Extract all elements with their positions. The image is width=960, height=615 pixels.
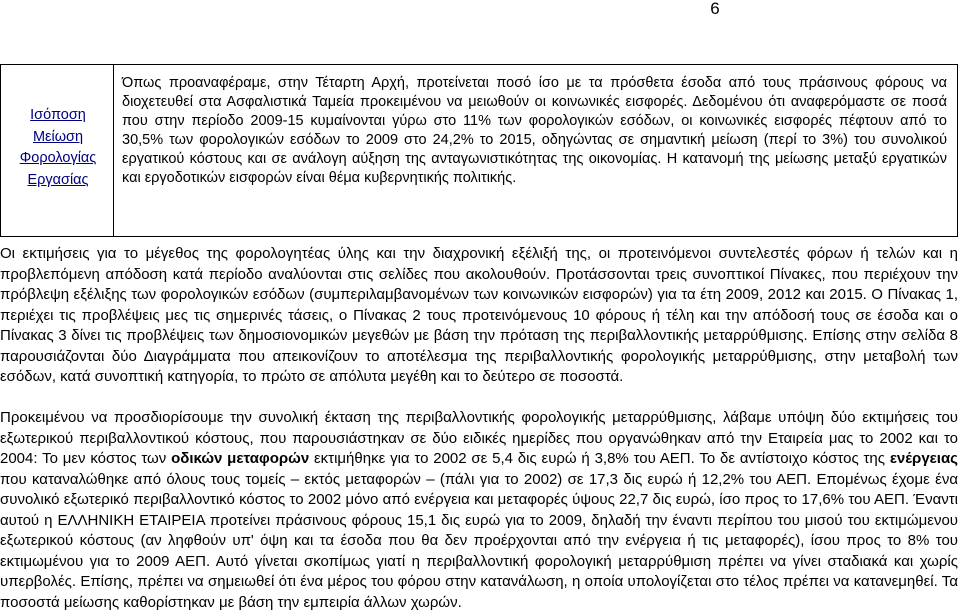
sidebar-title-line: Εργασίας [27,171,89,188]
boxed-paragraph-text: Όπως προαναφέραμε, στην Τέταρτη Αρχή, προτείνεται ποσό ίσο με τα πρόσθετα έσοδα από τους πράσινους φόρους να διοχετευθεί στα Ασφαλιστικά Ταμεία προκειμένου να μειωθούν οι κοινωνικές εισφορές. Δεδομένου ότι αναφερόμαστε σε ποσά που στην περίοδο 2009-15 κυμαίνονται γύρω στο 11% των φορολογικών εσόδων, οι κοινωνικές εισφορές πέφτουν από το 30,5% των φορολογικών εσόδων το 2009 στο 24,2% το 2015, οδηγώντας σε σημαντική μείωση (περί το 3%) του συνολικού εργατικού κόστους και σε ανάλογη αύξηση της ανταγωνιστικότητας της οικονομίας. Η κατανομή της μείωσης μεταξύ εργατικών και εργοδοτικών εισφορών είναι θέμα κυβερνητικής πολιτικής. [122,75,947,186]
sidebar-title-line: Ισόποση [30,107,86,123]
paragraph-text: Προκειμένου να προσδιορίσουμε την συνολική έκταση της περιβαλλοντικής φορολογικής μεταρρύθμισης, λάβαμε υπόψη δύο εκτιμήσεις του εξωτερικού περιβαλλοντικού κόστους, που παρουσιάστηκαν σε δύο ειδικές ημερίδες που οργανώθηκαν από την Εταιρεία μας το 2002 και το 2004: Το μεν κόστος των [0,409,958,467]
paragraph-text: εκτιμήθηκε για το 2002 σε 5,4 δις ευρώ ή 3,8% του ΑΕΠ. Το δε αντίστοιχο κόστος της [309,450,890,467]
sidebar-title [11,105,105,191]
sidebar-box [0,64,113,237]
sidebar-title-line: Φορολογίας [19,150,97,166]
bold-energy: ενέργειας [889,450,958,467]
paragraph-text: που καταναλώθηκε από όλους τους τομείς – εκτός μεταφορών – (πάλι για το 2002) σε 17,3 δις ευρώ ή 12,2% του ΑΕΠ. Επομένως έχομε ένα συνολικό εξωτερικό περιβαλλοντικό κόστος το 2002 μόνο από ενέργεια και μεταφορές ύψους 22,7 δις ευρώ, ίσο προς το 17,6% του ΑΕΠ. Έναντι αυτού η ΕΛΛΗΝΙΚΗ ΕΤΑΙΡΕΙΑ προτείνει πράσινους φόρους 15,1 δις ευρώ για το 2009, δηλαδή την έναντι περίπου του μισού του εκτιμώμενου εξωτερικού κόστους (αν ληφθούν υπ' όψη και τα έσοδα που θα δεν προέρχονται από την ενέργεια ή τις μεταφορές), ίσου προς το 8% του εκτιμωμένου για το 2009 ΑΕΠ. Αυτό γίνεται σκοπίμως γιατί η περιβαλλοντική φορολογική μεταρρύθμιση πρέπει να γίνει σταδιακά και χωρίς υπερβολές. Επίσης, πρέπει να σημειωθεί ότι ένα μέρος του φόρου στην κατανάλωση, η οποία υπολογίζεται στο τέλος πρέπει να κατανεμηθεί. Τα ποσοστά μείωσης καθορίστηκαν με βάση την εμπειρία άλλων χωρών. [0,470,958,611]
paragraph-environmental-cost [0,408,958,613]
sidebar-title-line: Μείωση [32,128,84,145]
boxed-paragraph [113,64,958,237]
bold-road-transport: οδικών μεταφορών [171,450,310,467]
paragraph-tables-overview: Οι εκτιμήσεις για το μέγεθος της φορολογητέας ύλης και την διαχρονική εξέλιξή της, οι προτεινόμενοι συντελεστές φόρων ή τελών και η προβλεπόμενη απόδοση κατά περίοδο αναλύονται στις σελίδες που ακολουθούν. Προτάσσονται τρεις συνοπτικοί Πίνακες, που περιέχουν την πρόβλεψη εξέλιξης των φορολογικών εσόδων (συμπεριλαμβανομένων των κοινωνικών εισφορών) για τα έτη 2009, 2012 και 2015. Ο Πίνακας 1, περιέχει τις προβλέψεις μες τις σημερινές τάσεις, ο Πίνακας 2 τους προτεινόμενους 10 φόρους ή τέλη και την απόδοσή τους σε έσοδα και ο Πίνακας 3 δίνει τις προβλέψεις των δημοσιονομικών μεγεθών με βάση την πρόταση της περιβαλλοντικής μεταρρύθμισης. Επίσης στην σελίδα 8 παρουσιάζονται δύο Διαγράμματα που απεικονίζουν το αποτέλεσμα της περιβαλλοντικής φορολογικής μεταρρύθμισης, στην μεταβολή των εσόδων, κατά συνοπτική κατηγορία, το πρώτο σε απόλυτα μεγέθη και το δεύτερο σε ποσοστά. [0,245,958,385]
page-number: 6 [710,0,720,18]
